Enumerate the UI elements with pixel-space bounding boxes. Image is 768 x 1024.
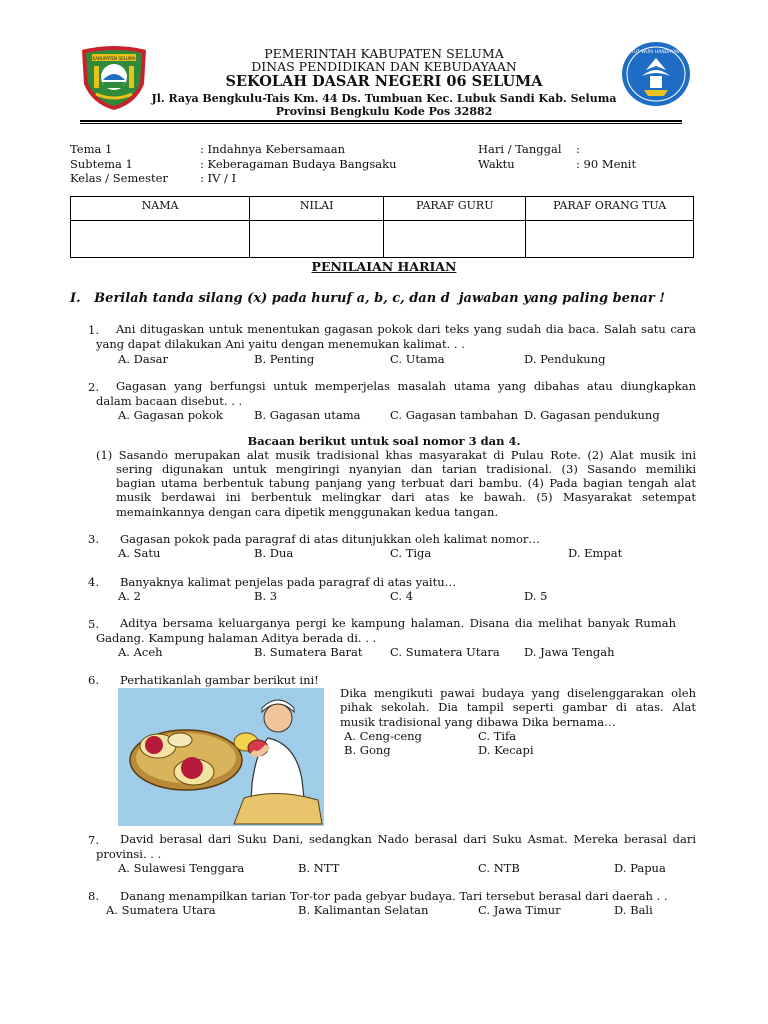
- q6-text-line3: musik tradisional yang dibawa Dika bernama…: [340, 715, 616, 729]
- tema-label: Tema 1: [70, 142, 113, 156]
- q6-number: 6.: [88, 673, 99, 687]
- q7-option-d[interactable]: D. Papua: [614, 861, 666, 875]
- q8-option-a[interactable]: A. Sumatera Utara: [106, 903, 216, 917]
- q1-option-a[interactable]: A. Dasar: [118, 352, 168, 366]
- q1-line1: Ani ditugaskan untuk menentukan gagasan pokok dari teks yang sudah dia baca. Salah satu cara: [116, 322, 696, 336]
- q3-option-b[interactable]: B. Dua: [254, 546, 294, 560]
- paraf-guru-cell[interactable]: [384, 221, 526, 258]
- q4-option-c[interactable]: C. 4: [390, 589, 414, 603]
- reading-title: Bacaan berikut untuk soal nomor 3 dan 4.: [247, 434, 521, 448]
- q2-option-c[interactable]: C. Gagasan tambahan: [390, 408, 519, 422]
- q3-option-d[interactable]: D. Empat: [568, 546, 623, 560]
- tema-value: : Indahnya Kebersamaan: [200, 142, 346, 156]
- q1-option-c[interactable]: C. Utama: [390, 352, 445, 366]
- header-government: PEMERINTAH KABUPATEN SELUMA: [264, 46, 504, 61]
- q2-option-b[interactable]: B. Gagasan utama: [254, 408, 361, 422]
- kelas-value: : IV / I: [200, 171, 237, 185]
- q7-number: 7.: [88, 833, 99, 847]
- q2-line1: Gagasan yang berfungsi untuk memperjelas masalah utama yang dibahas atau diungkapkan: [116, 379, 696, 393]
- q1-option-d[interactable]: D. Pendukung: [524, 352, 606, 366]
- reading-line2: sering digunakan untuk mengiringi nyanyian dan tarian tradisional. (3) Sasando memiliki: [116, 462, 696, 476]
- subtema-label: Subtema 1: [70, 157, 133, 171]
- table-header-paraf-guru: PARAF GURU: [384, 197, 526, 221]
- q6-text-line2: pihak sekolah. Dia tampil seperti gambar di atas. Alat: [340, 700, 696, 714]
- q6-option-a[interactable]: A. Ceng-ceng: [344, 729, 422, 743]
- header-divider-thin: [80, 123, 682, 124]
- header-province: Provinsi Bengkulu Kode Pos 32882: [275, 105, 493, 118]
- q1-number: 1.: [88, 323, 99, 337]
- q7-option-b[interactable]: B. NTT: [298, 861, 340, 875]
- q5-number: 5.: [88, 617, 99, 631]
- score-signature-table: [70, 196, 694, 258]
- header-divider: [80, 120, 682, 122]
- q3-option-c[interactable]: C. Tiga: [390, 546, 432, 560]
- subtema-value: : Keberagaman Budaya Bangsaku: [200, 157, 397, 171]
- reading-line5: memainkannya dengan cara dipetik menggunakan kedua tangan.: [116, 505, 499, 519]
- q2-number: 2.: [88, 380, 99, 394]
- table-header-nilai: NILAI: [250, 197, 384, 221]
- logo-left-text: KABUPATEN SELUMA: [92, 56, 136, 61]
- nama-cell[interactable]: [71, 221, 250, 258]
- hari-value: :: [576, 142, 580, 156]
- instruction: I. Berilah tanda silang (x) pada huruf a, b, c, dan d jawaban yang paling benar !: [70, 291, 665, 306]
- dancer-with-cymbals-picture: [118, 688, 324, 826]
- page-title: PENILAIAN HARIAN: [311, 259, 457, 274]
- q4-option-b[interactable]: B. 3: [254, 589, 278, 603]
- q5-option-d[interactable]: D. Jawa Tengah: [524, 645, 615, 659]
- q5-line1: Aditya bersama keluarganya pergi ke kampung halaman. Disana dia melihat banyak Rumah: [120, 616, 676, 630]
- table-header-row: [71, 197, 694, 221]
- reading-line4: musik berdawai ini berbentuk melingkar dari atas ke bawah. (5) Masyarakat setempat: [116, 490, 696, 504]
- kelas-label: Kelas / Semester: [70, 171, 168, 185]
- q6-text-line1: Dika mengikuti pawai budaya yang diselenggarakan oleh: [340, 686, 696, 700]
- table-entry-row: [71, 221, 694, 258]
- q6-option-c[interactable]: C. Tifa: [478, 729, 517, 743]
- q7-option-c[interactable]: C. NTB: [478, 861, 520, 875]
- q7-line2: provinsi. . .: [96, 847, 162, 861]
- q7-option-a[interactable]: A. Sulawesi Tenggara: [118, 861, 245, 875]
- q3-line1: Gagasan pokok pada paragraf di atas ditunjukkan oleh kalimat nomor…: [120, 532, 540, 546]
- q4-line1: Banyaknya kalimat penjelas pada paragraf di atas yaitu…: [120, 575, 457, 589]
- logo-right-text: TUT WURI HANDAYANI: [631, 50, 681, 55]
- hari-label: Hari / Tanggal: [478, 142, 562, 156]
- waktu-value: : 90 Menit: [576, 157, 637, 171]
- reading-line1: (1) Sasando merupakan alat musik tradisional khas masyarakat di Pulau Rote. (2) Alat musik ini: [96, 448, 696, 462]
- q8-option-d[interactable]: D. Bali: [614, 903, 653, 917]
- q2-line2: dalam bacaan disebut. . .: [96, 394, 243, 408]
- q8-line1: Danang menampilkan tarian Tor-tor pada gebyar budaya. Tari tersebut berasal dari daerah . .: [120, 889, 668, 903]
- q1-option-b[interactable]: B. Penting: [254, 352, 315, 366]
- q4-number: 4.: [88, 575, 99, 589]
- q8-option-c[interactable]: C. Jawa Timur: [478, 903, 561, 917]
- q5-option-b[interactable]: B. Sumatera Barat: [254, 645, 363, 659]
- q6-option-d[interactable]: D. Kecapi: [478, 743, 534, 757]
- header-school-name: SEKOLAH DASAR NEGERI 06 SELUMA: [225, 73, 543, 90]
- header-address: Jl. Raya Bengkulu-Tais Km. 44 Ds. Tumbuan Kec. Lubuk Sandi Kab. Seluma: [151, 92, 617, 105]
- q4-option-a[interactable]: A. 2: [118, 589, 141, 603]
- q1-line2: yang dapat dilakukan Ani yaitu dengan menemukan kalimat. . .: [96, 337, 465, 351]
- q3-option-a[interactable]: A. Satu: [118, 546, 161, 560]
- table-header-paraf-orang-tua: PARAF ORANG TUA: [526, 197, 694, 221]
- nilai-cell[interactable]: [250, 221, 384, 258]
- q5-option-c[interactable]: C. Sumatera Utara: [390, 645, 500, 659]
- header-department: DINAS PENDIDIKAN DAN KEBUDAYAAN: [251, 59, 517, 74]
- paraf-orang-tua-cell[interactable]: [526, 221, 694, 258]
- q5-line2: Gadang. Kampung halaman Aditya berada di. . .: [96, 631, 377, 645]
- q6-option-b[interactable]: B. Gong: [344, 743, 391, 757]
- q6-line1: Perhatikanlah gambar berikut ini!: [120, 673, 319, 687]
- waktu-label: Waktu: [478, 157, 515, 171]
- reading-line3: bagian utama berbentuk tabung panjang yang terbuat dari bambu. (4) Pada bagian tengah alat: [116, 476, 696, 490]
- q3-number: 3.: [88, 532, 99, 546]
- q7-line1: David berasal dari Suku Dani, sedangkan Nado berasal dari Suku Asmat. Mereka berasal dari: [120, 832, 696, 846]
- q2-option-a[interactable]: A. Gagasan pokok: [118, 408, 223, 422]
- q5-option-a[interactable]: A. Aceh: [118, 645, 163, 659]
- q2-option-d[interactable]: D. Gagasan pendukung: [524, 408, 660, 422]
- q8-number: 8.: [88, 889, 99, 903]
- table-header-nama: NAMA: [71, 197, 250, 221]
- q4-option-d[interactable]: D. 5: [524, 589, 548, 603]
- q8-option-b[interactable]: B. Kalimantan Selatan: [298, 903, 429, 917]
